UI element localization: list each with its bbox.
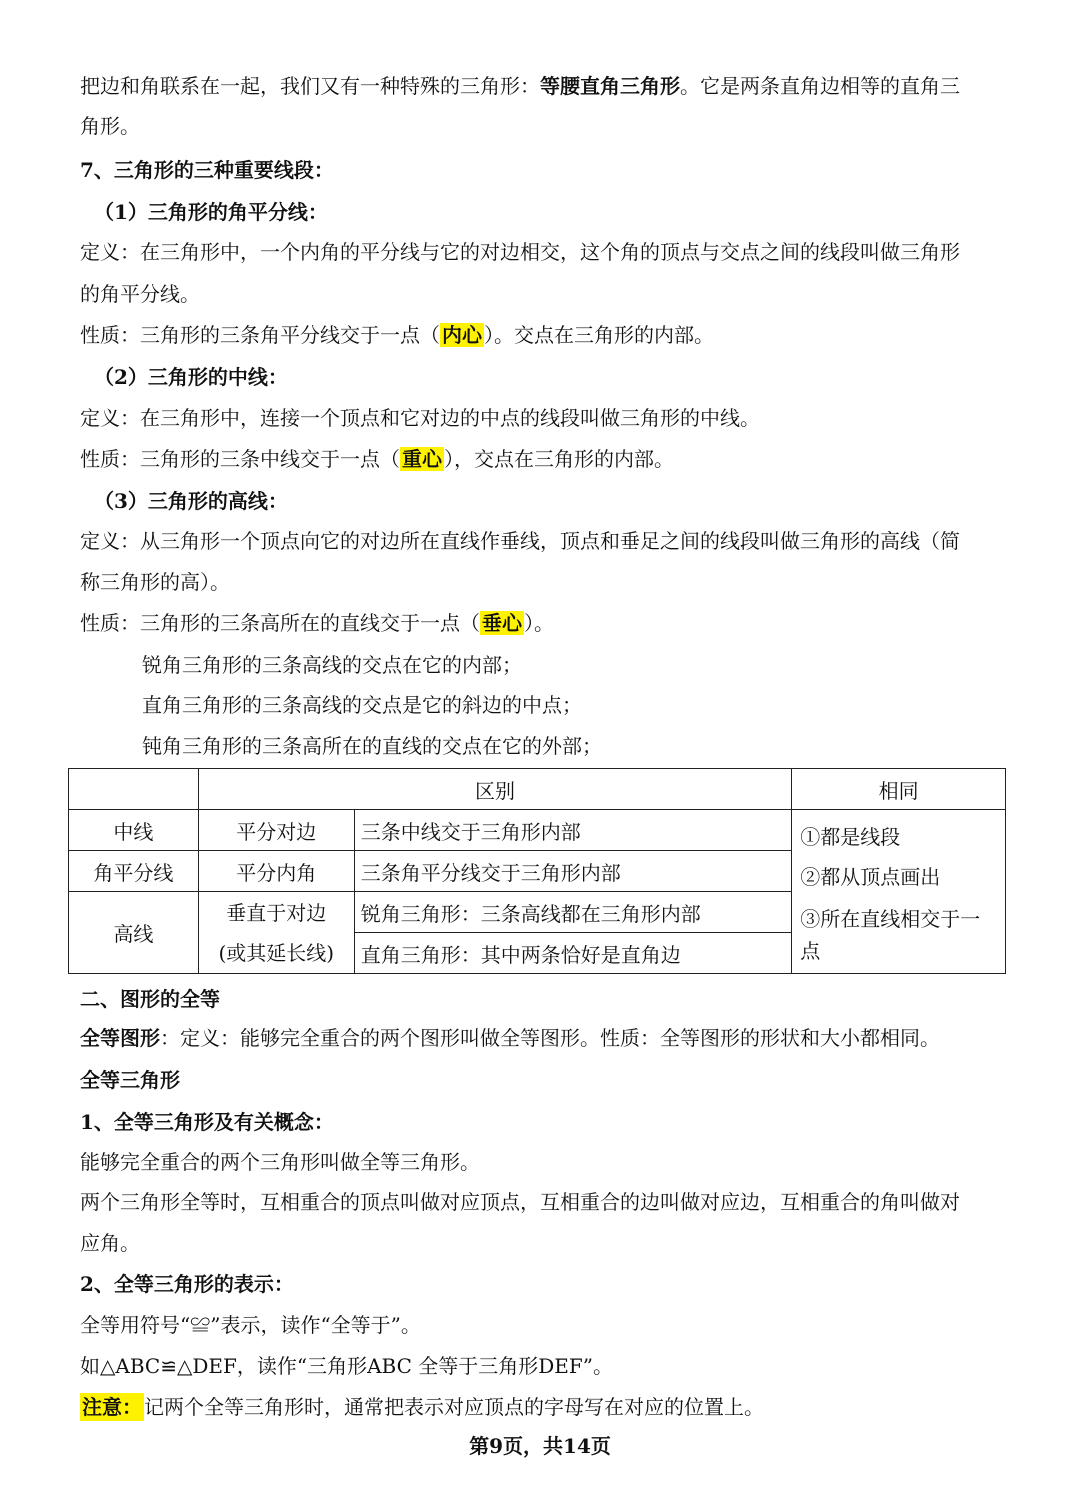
angle-bisector-heading: （1）三角形的角平分线： [94, 200, 328, 224]
table-header-same: 相同 [792, 769, 1006, 810]
sub-2-title: 2、全等三角形的表示： [80, 1272, 294, 1296]
same-item: ③所在直线相交于一点 [800, 906, 981, 963]
row-name: 角平分线 [69, 851, 199, 892]
note-line: 注意： 记两个全等三角形时，通常把表示对应顶点的字母写在对应的位置上。 [82, 1395, 764, 1419]
altitude-case-obtuse: 钝角三角形的三条高所在的直线的交点在它的外部； [142, 734, 602, 758]
section-7-title: 7、三角形的三种重要线段： [80, 158, 334, 182]
angle-bisector-property: 性质：三角形的三条角平分线交于一点（ 内心 ）。交点在三角形的内部。 [80, 323, 714, 347]
row-name: 中线 [69, 810, 199, 851]
row-trait: 平分内角 [198, 851, 354, 892]
table-same-cell [792, 810, 1006, 974]
median-heading: （2）三角形的中线： [94, 365, 288, 389]
centroid-highlight: 重心 [402, 447, 442, 471]
sub-1-title: 1、全等三角形及有关概念： [80, 1110, 334, 1134]
row-desc: 三条角平分线交于三角形内部 [354, 851, 792, 892]
altitude-def-2: 称三角形的高）。 [80, 570, 230, 594]
table-row [69, 810, 1006, 851]
orthocenter-highlight: 垂心 [482, 611, 522, 635]
sub-2-line-1: 全等用符号“≌”表示，读作“全等于”。 [80, 1313, 421, 1337]
incenter-highlight: 内心 [442, 323, 482, 347]
comparison-table [68, 768, 1006, 974]
sub-1-line-1: 能够完全重合的两个三角形叫做全等三角形。 [80, 1150, 480, 1174]
intro-line-1: 把边和角联系在一起，我们又有一种特殊的三角形：等腰直角三角形。它是两条直角边相等的直角三 [80, 74, 960, 98]
row-desc: 三条中线交于三角形内部 [354, 810, 792, 851]
same-item: ①都是线段 [800, 824, 901, 849]
sub-1-line-3: 应角。 [80, 1231, 140, 1255]
angle-bisector-def-2: 的角平分线。 [80, 282, 200, 306]
isosceles-right-triangle-term: 等腰直角三角形 [540, 74, 680, 98]
same-item: ②都从顶点画出 [800, 864, 941, 889]
altitude-property: 性质：三角形的三条高所在的直线交于一点（ 垂心 ）。 [80, 611, 554, 635]
altitude-def-1: 定义：从三角形一个顶点向它的对边所在直线作垂线，顶点和垂足之间的线段叫做三角形的高线（简 [80, 529, 960, 553]
altitude-case-acute: 锐角三角形的三条高线的交点在它的内部； [142, 653, 522, 677]
median-property: 性质：三角形的三条中线交于一点（ 重心 ），交点在三角形的内部。 [80, 447, 674, 471]
row-trait: 平分对边 [198, 810, 354, 851]
row-name: 高线 [69, 892, 199, 974]
congruent-figure-line: 全等图形：定义：能够完全重合的两个图形叫做全等图形。性质：全等图形的形状和大小都相同。 [80, 1026, 940, 1050]
section-2-title: 二、图形的全等 [80, 987, 220, 1011]
median-def: 定义：在三角形中，连接一个顶点和它对边的中点的线段叫做三角形的中线。 [80, 406, 760, 430]
table-header-blank [69, 769, 199, 810]
row-desc: 锐角三角形：三条高线都在三角形内部 [354, 892, 792, 933]
altitude-case-right: 直角三角形的三条高线的交点是它的斜边的中点； [142, 693, 582, 717]
angle-bisector-def-1: 定义：在三角形中，一个内角的平分线与它的对边相交，这个角的顶点与交点之间的线段叫做三角形 [80, 240, 960, 264]
altitude-heading: （3）三角形的高线： [94, 489, 288, 513]
sub-1-line-2: 两个三角形全等时，互相重合的顶点叫做对应顶点，互相重合的边叫做对应边，互相重合的角叫做对 [80, 1190, 960, 1214]
table-header-diff: 区别 [198, 769, 791, 810]
intro-line-2: 角形。 [80, 114, 140, 138]
row-desc: 直角三角形：其中两条恰好是直角边 [354, 933, 792, 974]
table-header-row [69, 769, 1006, 810]
note-label: 注意： [82, 1395, 142, 1419]
congruent-triangle-title: 全等三角形 [80, 1068, 180, 1092]
sub-2-line-2: 如△ABC≌△DEF，读作“三角形ABC 全等于三角形DEF”。 [80, 1354, 613, 1378]
row-trait: 垂直于对边 (或其延长线) [198, 892, 354, 974]
page-footer: 第9页，共14页 [469, 1434, 611, 1458]
